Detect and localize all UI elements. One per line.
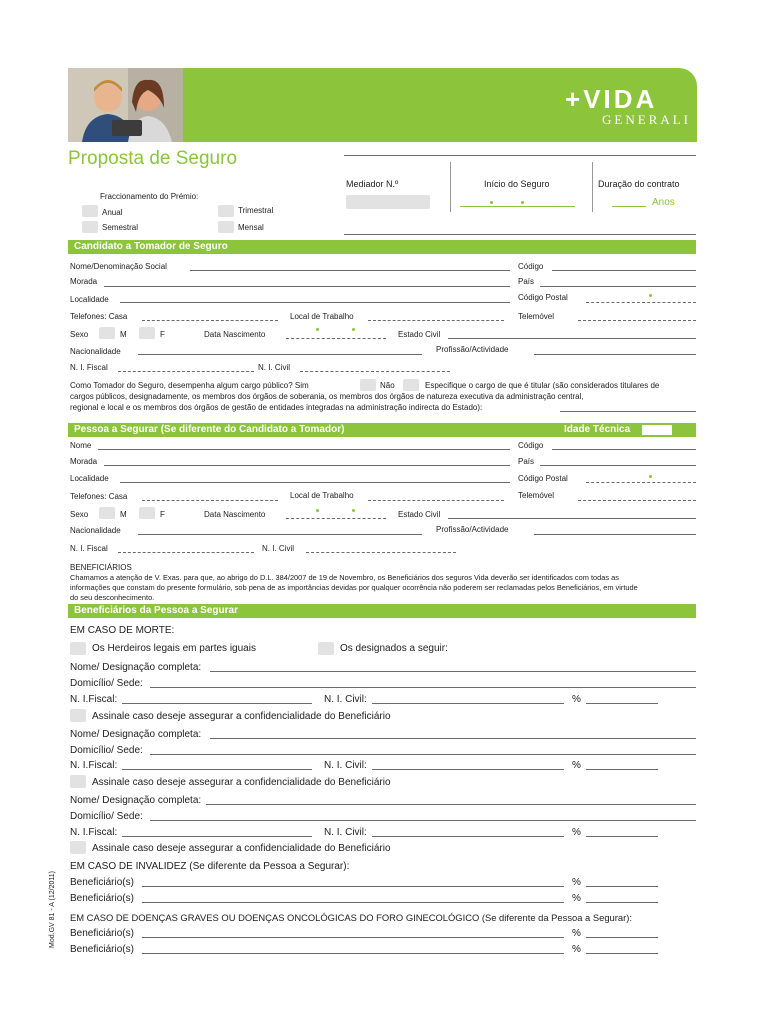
b1-nif-input[interactable]	[122, 703, 312, 704]
cand-localidade-input[interactable]	[120, 302, 510, 303]
herdeiros-label: Os Herdeiros legais em partes iguais	[92, 643, 256, 654]
cand-nome-label: Nome/Denominação Social	[70, 262, 167, 271]
form-reference: Mod.GV 81 - A (12/2011)	[48, 871, 56, 948]
b2-nome-label: Nome/ Designação completa:	[70, 729, 202, 740]
ps-f-label: F	[160, 510, 165, 519]
ps-tlm-input[interactable]	[578, 500, 696, 501]
inv-benef-2-label: Beneficiário(s)	[70, 893, 134, 904]
doe-pct-1-label: %	[572, 928, 581, 939]
inicio-label: Início do Seguro	[484, 179, 550, 189]
cand-publico-q: Como Tomador do Seguro, desempenha algum cargo público? Sim	[70, 381, 309, 390]
anual-checkbox[interactable]	[82, 205, 98, 217]
b3-pct-label: %	[572, 827, 581, 838]
ps-localidade-input[interactable]	[120, 482, 510, 483]
designados-label: Os designados a seguir:	[340, 643, 448, 654]
ps-ec-label: Estado Civil	[398, 510, 441, 519]
inv-pct-1-label: %	[572, 877, 581, 888]
duracao-label: Duração do contrato	[598, 179, 680, 189]
cand-ec-input[interactable]	[448, 338, 696, 339]
b3-nome-label: Nome/ Designação completa:	[70, 795, 202, 806]
ps-f-checkbox[interactable]	[139, 507, 155, 519]
cand-tlm-input[interactable]	[578, 320, 696, 321]
mediador-input[interactable]	[346, 195, 430, 209]
b2-confid-checkbox[interactable]	[70, 775, 86, 788]
b1-dom-label: Domicílio/ Sede:	[70, 678, 143, 689]
doe-pct-1-input[interactable]	[586, 937, 658, 938]
publico-especifique: Especifique o cargo de que é titular (são considerados titulares de	[425, 381, 660, 390]
cand-nic-label: N. I. Civil	[258, 363, 290, 372]
generali-logo: GENERALI	[602, 112, 691, 127]
doe-pct-2-input[interactable]	[586, 953, 658, 954]
b2-dom-input[interactable]	[150, 754, 696, 755]
page-title: Proposta de Seguro	[68, 148, 238, 169]
b1-confid-label: Assinale caso deseje assegurar a confidencialidade do Beneficiário	[92, 711, 391, 722]
inicio-input[interactable]	[460, 206, 575, 207]
cand-m-label: M	[120, 330, 127, 339]
ps-nac-label: Nacionalidade	[70, 526, 121, 535]
duracao-input[interactable]	[612, 206, 646, 207]
ps-pais-input[interactable]	[540, 465, 696, 466]
ps-nome-label: Nome	[70, 441, 92, 450]
doe-benef-1-input[interactable]	[142, 937, 564, 938]
beneficiarios-heading: Beneficiários da Pessoa a Segurar	[68, 604, 696, 618]
top-rule	[344, 234, 696, 235]
ps-nic-label: N. I. Civil	[262, 544, 294, 553]
benef-note-l1: Chamamos a atenção de V. Exas. para que, ao abrigo do D.L. 384/2007 de 19 de Novembro, os Beneficiários dos seguros Vida deverão ser identificados com todas as	[70, 573, 619, 582]
pessoa-heading-text: Pessoa a Segurar (Se diferente do Candidato a Tomador)	[74, 424, 345, 435]
inv-benef-2-input[interactable]	[142, 902, 564, 903]
ps-m-checkbox[interactable]	[99, 507, 115, 519]
benef-note-l2: informações que constam do presente formulário, sob pena de as importâncias devidas por qualquer ocorrência não poderem ser reclamadas pelos Beneficiários, em virtude	[70, 583, 638, 592]
col-divider-1	[450, 162, 451, 212]
ps-tel-input[interactable]	[142, 500, 278, 501]
header-photo	[68, 68, 183, 142]
trimestral-checkbox[interactable]	[218, 205, 234, 217]
herdeiros-checkbox[interactable]	[70, 642, 86, 655]
ps-sexo-label: Sexo	[70, 510, 89, 519]
cand-nome-input[interactable]	[190, 270, 510, 271]
b2-nic-label: N. I. Civil:	[324, 760, 367, 771]
ps-nif-label: N. I. Fiscal	[70, 544, 108, 553]
ps-lt-label: Local de Trabalho	[290, 491, 354, 500]
benef-note-l3: do seu desconhecimento.	[70, 593, 155, 602]
cand-codigo-input[interactable]	[552, 270, 696, 271]
ps-lt-input[interactable]	[368, 500, 504, 501]
inv-benef-1-label: Beneficiário(s)	[70, 877, 134, 888]
cand-dn-label: Data Nascimento	[204, 330, 266, 339]
cand-ec-label: Estado Civil	[398, 330, 441, 339]
cand-pais-label: País	[518, 277, 535, 286]
ps-codigo-input[interactable]	[552, 449, 696, 450]
doe-benef-1-label: Beneficiário(s)	[70, 928, 134, 939]
fracc-label: Fraccionamento do Prémio:	[100, 192, 199, 201]
b3-confid-label: Assinale caso deseje assegurar a confidencialidade do Beneficiário	[92, 843, 391, 854]
b1-confid-checkbox[interactable]	[70, 709, 86, 722]
doe-benef-2-label: Beneficiário(s)	[70, 944, 134, 955]
inv-pct-2-label: %	[572, 893, 581, 904]
b3-pct-input[interactable]	[586, 836, 658, 837]
cand-pais-input[interactable]	[540, 286, 696, 287]
b3-confid-checkbox[interactable]	[70, 841, 86, 854]
cand-lt-input[interactable]	[368, 320, 504, 321]
ps-pais-label: País	[518, 457, 535, 466]
b3-nic-label: N. I. Civil:	[324, 827, 367, 838]
ps-cp-input[interactable]	[586, 482, 696, 483]
cand-cp-input[interactable]	[586, 302, 696, 303]
cand-tel-input[interactable]	[142, 320, 278, 321]
idade-tecnica-input[interactable]	[642, 425, 672, 435]
doe-pct-2-label: %	[572, 944, 581, 955]
ps-prof-label: Profissão/Actividade	[436, 525, 509, 534]
b3-dom-label: Domicílio/ Sede:	[70, 811, 143, 822]
b1-nic-input[interactable]	[372, 703, 564, 704]
b3-nif-label: N. I.Fiscal:	[70, 827, 118, 838]
b1-pct-label: %	[572, 694, 581, 705]
anos-label: Anos	[652, 197, 675, 208]
ps-cp-label: Código Postal	[518, 474, 568, 483]
b3-nif-input[interactable]	[122, 836, 312, 837]
b2-nif-label: N. I.Fiscal:	[70, 760, 118, 771]
cand-m-checkbox[interactable]	[99, 327, 115, 339]
cand-tel-label: Telefones: Casa	[70, 312, 128, 321]
mensal-label: Mensal	[238, 223, 264, 232]
publico-nao-checkbox[interactable]	[403, 379, 419, 391]
b2-pct-input[interactable]	[586, 769, 658, 770]
b3-nic-input[interactable]	[372, 836, 564, 837]
invalidez-label: EM CASO DE INVALIDEZ (Se diferente da Pessoa a Segurar):	[70, 861, 350, 872]
b2-nic-input[interactable]	[372, 769, 564, 770]
cand-nif-input[interactable]	[118, 371, 254, 372]
pessoa-heading	[68, 423, 696, 437]
semestral-checkbox[interactable]	[82, 221, 98, 233]
designados-checkbox[interactable]	[318, 642, 334, 655]
cand-localidade-label: Localidade	[70, 295, 109, 304]
header-rule	[344, 155, 696, 156]
idade-tecnica-label: Idade Técnica	[564, 424, 631, 435]
ps-prof-input[interactable]	[534, 534, 696, 535]
doencas-label: EM CASO DE DOENÇAS GRAVES OU DOENÇAS ONCOLÓGICAS DO FORO GINECOLÓGICO (Se diferente da Pessoa a Segurar):	[70, 912, 632, 923]
cand-morada-input[interactable]	[104, 286, 510, 287]
cand-codigo-label: Código	[518, 262, 544, 271]
inv-pct-2-input[interactable]	[586, 902, 658, 903]
publico-nao-label: Não	[380, 381, 395, 390]
mensal-checkbox[interactable]	[218, 221, 234, 233]
b3-nome-input[interactable]	[206, 804, 696, 805]
b2-nome-input[interactable]	[210, 738, 696, 739]
b3-dom-input[interactable]	[150, 820, 696, 821]
publico-sim-checkbox[interactable]	[360, 379, 376, 391]
ps-tel-label: Telefones: Casa	[70, 492, 128, 501]
b2-nif-input[interactable]	[122, 769, 312, 770]
ps-dn-label: Data Nascimento	[204, 510, 266, 519]
cand-nac-label: Nacionalidade	[70, 347, 121, 356]
cand-prof-input[interactable]	[534, 354, 696, 355]
mediador-label: Mediador N.º	[346, 179, 399, 189]
ps-ec-input[interactable]	[448, 518, 696, 519]
anual-label: Anual	[102, 208, 123, 217]
cand-dn-input[interactable]	[286, 338, 386, 339]
ps-nac-input[interactable]	[138, 534, 422, 535]
cand-cp-label: Código Postal	[518, 293, 568, 302]
vida-logo: +VIDA	[565, 84, 658, 114]
inv-pct-1-input[interactable]	[586, 886, 658, 887]
b1-nome-label: Nome/ Designação completa:	[70, 662, 202, 673]
morte-label: EM CASO DE MORTE:	[70, 625, 175, 636]
col-divider-2	[592, 162, 593, 212]
b1-nif-label: N. I.Fiscal:	[70, 694, 118, 705]
cand-nac-input[interactable]	[138, 354, 422, 355]
couple-photo-icon	[68, 68, 183, 142]
benef-note-title: BENEFICIÁRIOS	[70, 563, 132, 572]
cand-tlm-label: Telemóvel	[518, 312, 555, 321]
ps-nic-input[interactable]	[306, 552, 456, 553]
doe-benef-2-input[interactable]	[142, 953, 564, 954]
b2-pct-label: %	[572, 760, 581, 771]
b1-nome-input[interactable]	[210, 671, 696, 672]
b2-dom-label: Domicílio/ Sede:	[70, 745, 143, 756]
b2-confid-label: Assinale caso deseje assegurar a confidencialidade do Beneficiário	[92, 777, 391, 788]
plus-icon: +	[565, 84, 584, 114]
ps-nome-input[interactable]	[98, 449, 510, 450]
cand-morada-label: Morada	[70, 277, 98, 286]
cand-f-checkbox[interactable]	[139, 327, 155, 339]
ps-tlm-label: Telemóvel	[518, 491, 555, 500]
candidato-heading: Candidato a Tomador de Seguro	[68, 240, 696, 254]
b1-pct-input[interactable]	[586, 703, 658, 704]
publico-line-2: cargos públicos, designadamente, os membros dos órgãos de soberania, os membros dos órgãos de natureza executiva da administração central,	[70, 392, 584, 401]
ps-morada-input[interactable]	[104, 465, 510, 466]
cand-nic-input[interactable]	[300, 371, 450, 372]
inv-benef-1-input[interactable]	[142, 886, 564, 887]
cand-sexo-label: Sexo	[70, 330, 89, 339]
cand-prof-label: Profissão/Actividade	[436, 345, 509, 354]
semestral-label: Semestral	[102, 223, 139, 232]
b1-dom-input[interactable]	[150, 687, 696, 688]
ps-m-label: M	[120, 510, 127, 519]
ps-nif-input[interactable]	[118, 552, 254, 553]
cand-lt-label: Local de Trabalho	[290, 312, 354, 321]
ps-codigo-label: Código	[518, 441, 544, 450]
ps-dn-input[interactable]	[286, 518, 386, 519]
publico-line-3: regional e local e os membros dos órgãos de gestão de entidades integradas na administração indirecta do Estado):	[70, 403, 483, 412]
cand-nif-label: N. I. Fiscal	[70, 363, 108, 372]
cand-f-label: F	[160, 330, 165, 339]
trimestral-label: Trimestral	[238, 206, 274, 215]
ps-localidade-label: Localidade	[70, 474, 109, 483]
publico-cargo-input[interactable]	[560, 411, 696, 412]
ps-morada-label: Morada	[70, 457, 98, 466]
b1-nic-label: N. I. Civil:	[324, 694, 367, 705]
